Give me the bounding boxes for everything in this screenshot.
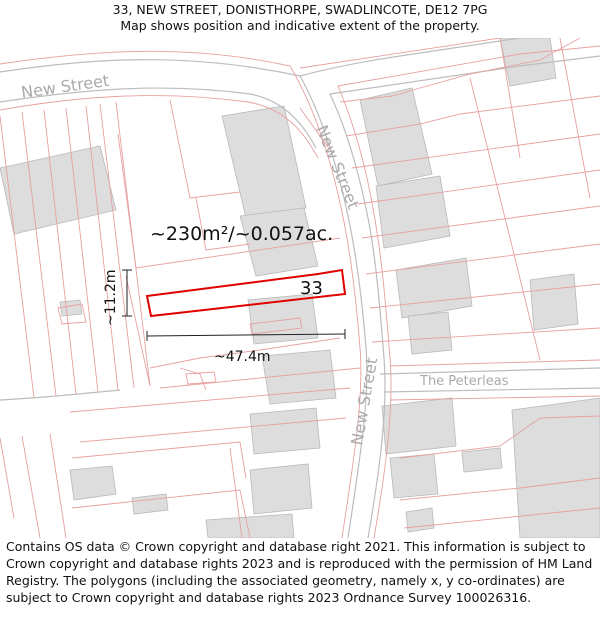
street-label-new-street-diag: New Street [312, 122, 364, 212]
height-dimension-label: ~11.2m [103, 269, 119, 326]
building [250, 464, 312, 514]
building [462, 448, 502, 472]
building [70, 466, 116, 500]
street-label-the-peterleas: The Peterleas [420, 374, 509, 389]
plot-number-label: 33 [300, 278, 323, 299]
road-edge [0, 60, 300, 76]
map-svg [0, 38, 600, 538]
map-header [0, 0, 600, 38]
width-dimension-label: ~47.4m [214, 349, 271, 365]
building [60, 300, 82, 316]
building [376, 176, 450, 248]
building [250, 408, 320, 454]
building [382, 398, 456, 454]
map-canvas[interactable] [0, 38, 600, 538]
copyright-notice: Contains OS data © Crown copyright and database right 2021. This information is subject to Crown copyright and database rights 2023 and is reproduced with the permission of HM Land Registry. The polygons (including the associated geometry, namely x, y co-ordinates) are subject to Crown copyright and database rights 2023 Ordnance Survey 100026316. [6, 539, 593, 605]
building [396, 258, 472, 318]
property-address: 33, NEW STREET, DONISTHORPE, SWADLINCOTE, DE12 7PG [112, 2, 488, 17]
building [206, 514, 294, 538]
area-label: ~230m²/~0.057ac. [150, 223, 334, 245]
building [530, 274, 578, 330]
road-edge [0, 390, 120, 400]
street-label-new-street-lower: New Street [347, 356, 382, 447]
building [132, 494, 168, 514]
street-label-new-street-top: New Street [19, 70, 111, 102]
building [390, 454, 438, 498]
building [512, 398, 600, 538]
building [360, 88, 432, 186]
building [408, 312, 452, 354]
building [406, 508, 434, 532]
height-dimension [122, 270, 132, 316]
map-subtitle: Map shows position and indicative extent of the property. [120, 18, 480, 33]
building [222, 106, 306, 218]
